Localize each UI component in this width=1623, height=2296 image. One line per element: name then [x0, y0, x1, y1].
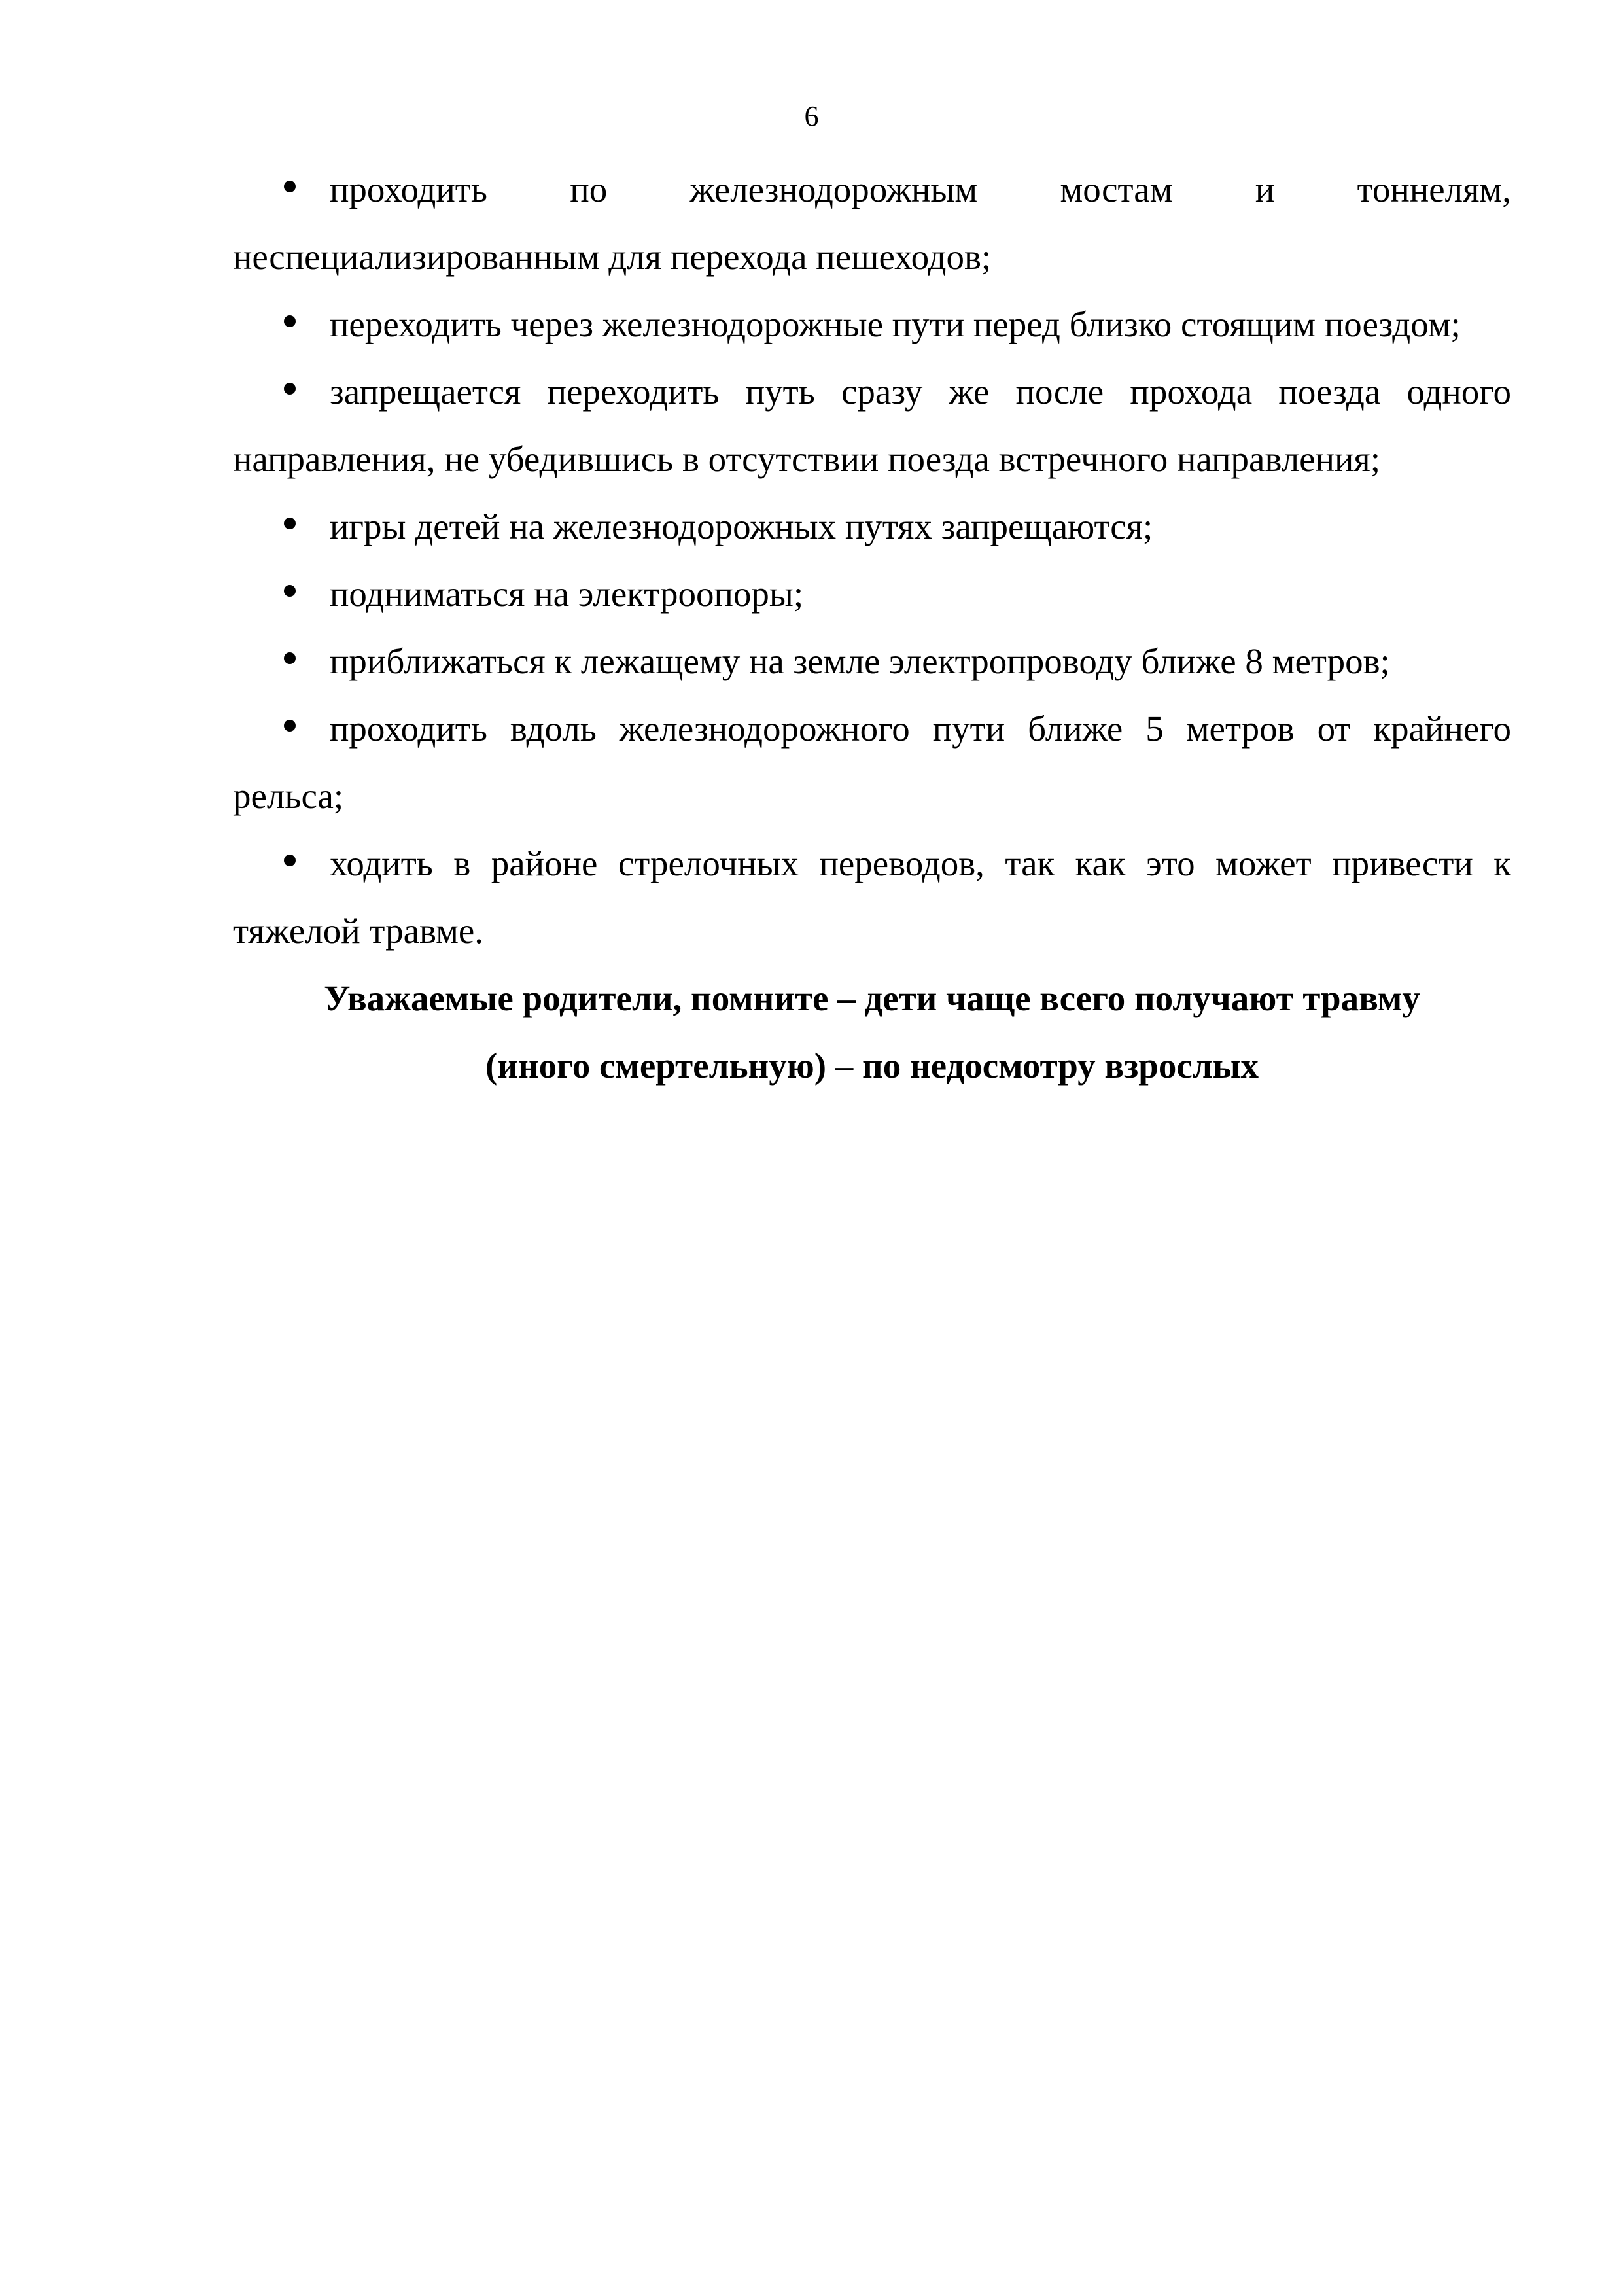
bullet-icon — [284, 720, 296, 732]
list-item — [233, 493, 1511, 560]
list-item-text: приближаться к лежащему на земле электропроводу ближе 8 метров; — [330, 641, 1390, 681]
page-number: 6 — [804, 100, 819, 132]
list-item-text: запрещается переходить путь сразу же после прохода поезда одного направления, не убедившись в отсутствии поезда встречного направления; — [233, 372, 1511, 479]
list-item — [233, 830, 1511, 964]
closing-warning-line-2: (иного смертельную) – по недосмотру взрослых — [485, 1046, 1259, 1086]
bullet-icon — [284, 383, 296, 395]
list-item-text: проходить вдоль железнодорожного пути ближе 5 метров от крайнего рельса; — [233, 709, 1511, 816]
list-item — [233, 560, 1511, 627]
bullet-icon — [284, 855, 296, 866]
closing-warning-line-1: Уважаемые родители, помните – дети чаще всего получают травму — [324, 978, 1420, 1018]
list-item-text: проходить по железнодорожным мостам и тоннелям, неспециализированным для перехода пешеходов; — [233, 169, 1511, 277]
bullet-icon — [284, 315, 296, 327]
list-item — [233, 358, 1511, 493]
list-item — [233, 291, 1511, 358]
bullet-icon — [284, 181, 296, 192]
list-item — [233, 627, 1511, 695]
list-item — [233, 156, 1511, 291]
bullet-icon — [284, 652, 296, 664]
bullet-icon — [284, 518, 296, 529]
list-item — [233, 695, 1511, 830]
prohibition-list — [233, 156, 1511, 964]
list-item-text: подниматься на электроопоры; — [330, 574, 804, 614]
document-body — [233, 156, 1511, 1099]
list-item-text: ходить в районе стрелочных переводов, так как это может привести к тяжелой травме. — [233, 843, 1511, 951]
list-item-text: переходить через железнодорожные пути перед близко стоящим поездом; — [330, 304, 1461, 344]
list-item-text: игры детей на железнодорожных путях запрещаются; — [330, 506, 1153, 546]
bullet-icon — [284, 585, 296, 597]
